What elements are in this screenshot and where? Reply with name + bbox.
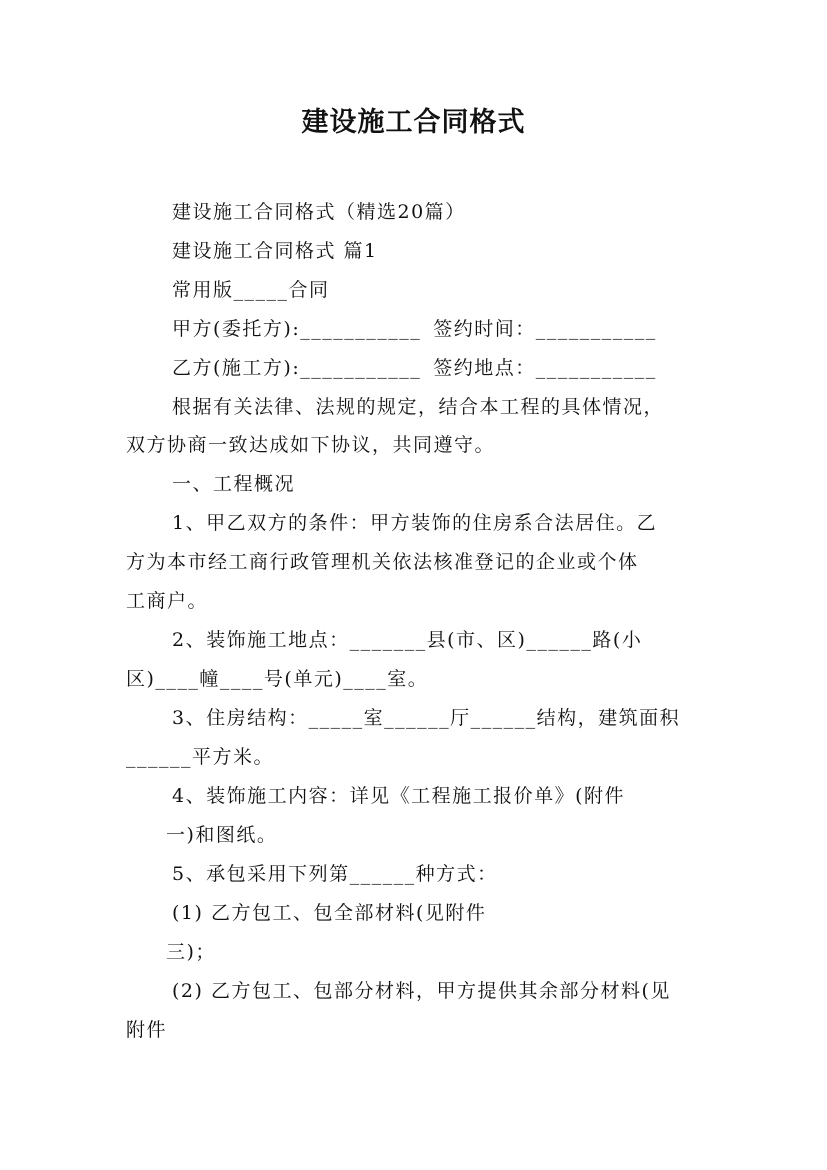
intro-paragraph-line: 双方协商一致达成如下协议，共同遵守。 xyxy=(126,434,496,456)
item1-line: 方为本市经工商行政管理机关依法核准登记的企业或个体 xyxy=(126,551,639,573)
item2-line: 区)____幢____号(单元)____室。 xyxy=(126,668,429,690)
sign-place-field: 签约地点：___________ xyxy=(433,357,657,379)
item4-line: 4、装饰施工内容：详见《工程施工报价单》(附件 xyxy=(172,785,626,807)
item3-line: 3、住房结构：_____室______厅______结构，建筑面积 xyxy=(172,707,681,729)
overview-heading: 一、工程概况 xyxy=(172,473,296,495)
option2-line: 附件 xyxy=(126,1019,168,1041)
option1-line: (1) 乙方包工、包全部材料(见附件 xyxy=(172,902,487,924)
option1-line: 三)； xyxy=(166,941,216,963)
item4-line: 一)和图纸。 xyxy=(166,824,278,846)
subtitle: 建设施工合同格式（精选20篇） xyxy=(172,201,466,223)
item1-line: 1、甲乙双方的条件：甲方装饰的住房系合法居住。乙 xyxy=(172,512,658,534)
sign-time-field: 签约时间：___________ xyxy=(433,318,657,340)
item3-line: ______平方米。 xyxy=(126,746,275,768)
item1-line: 工商户。 xyxy=(126,590,209,612)
intro-paragraph-line: 根据有关法律、法规的规定，结合本工程的具体情况， xyxy=(172,396,665,418)
document-title: 建设施工合同格式 xyxy=(301,107,526,138)
section-heading: 建设施工合同格式 篇1 xyxy=(172,240,378,262)
party-b-field: 乙方(施工方):___________ xyxy=(172,357,422,379)
item5-line: 5、承包采用下列第______种方式： xyxy=(172,863,498,885)
item2-line: 2、装饰施工地点：_______县(市、区)______路(小 xyxy=(172,629,643,651)
option2-line: (2) 乙方包工、包部分材料，甲方提供其余部分材料(见 xyxy=(172,980,671,1002)
contract-version: 常用版_____合同 xyxy=(172,279,330,301)
party-a-field: 甲方(委托方):___________ xyxy=(172,318,422,340)
party-a-row xyxy=(172,315,657,343)
party-b-row xyxy=(172,354,657,382)
